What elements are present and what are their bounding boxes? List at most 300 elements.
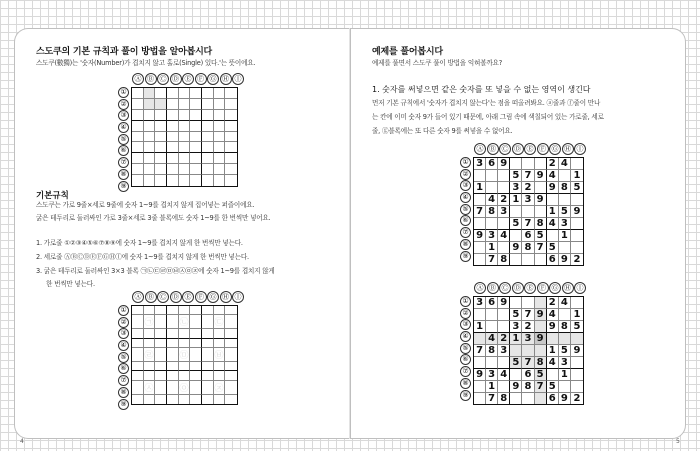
grid-cell: 9 xyxy=(510,242,522,254)
grid-cell: 9 xyxy=(498,297,510,309)
grid-cell xyxy=(547,369,559,381)
grid-cell xyxy=(571,218,583,230)
grid-cell xyxy=(498,242,510,254)
grid-cell xyxy=(214,132,226,143)
grid-cell xyxy=(225,175,237,186)
row-label: ① xyxy=(460,157,471,168)
grid-cell: 7 xyxy=(535,381,547,393)
row-label: ① xyxy=(460,296,471,307)
grid-cell: 2 xyxy=(498,333,510,345)
grid-cell xyxy=(179,110,191,121)
grid-cell xyxy=(167,381,179,395)
grid-cell xyxy=(535,182,547,194)
grid-cell: 2 xyxy=(522,182,534,194)
row-label: ⑥ xyxy=(460,354,471,365)
row-label: ③ xyxy=(460,319,471,330)
row-label: ⑧ xyxy=(118,387,129,398)
grid-cell xyxy=(155,329,167,338)
grid-cell: 3 xyxy=(522,194,534,206)
grid-cell xyxy=(547,230,559,242)
row-label: ③ xyxy=(118,110,129,121)
grid-cell: 9 xyxy=(571,345,583,357)
grid-cell xyxy=(510,206,522,218)
grid-cell xyxy=(132,99,144,110)
grid-cell xyxy=(179,175,191,186)
grid-cell xyxy=(167,362,179,371)
grid-cell xyxy=(190,306,202,315)
grid-cell xyxy=(474,309,486,321)
column-label: Ⓓ xyxy=(170,291,182,303)
grid-cell xyxy=(225,164,237,175)
grid-cell xyxy=(167,142,179,153)
grid-cell: 4 xyxy=(547,170,559,182)
grid-cell xyxy=(155,110,167,121)
grid-cell xyxy=(155,306,167,315)
grid-cell: 1 xyxy=(486,381,498,393)
grid-cell xyxy=(132,348,144,362)
column-labels xyxy=(474,143,587,155)
numbered-rule-2: 2. 세로줄 ⒶⒷⒸⒹⒺⒻⒼⒽⒾ에 숫자 1~9를 겹치지 않게 한 번씩만 넣는다. xyxy=(36,253,249,261)
grid-cell: 4 xyxy=(486,194,498,206)
grid-cell xyxy=(179,88,191,99)
grid-cell xyxy=(522,297,534,309)
grid-cell: 1 xyxy=(510,333,522,345)
grid-cell xyxy=(225,153,237,164)
grid-cell xyxy=(202,110,214,121)
row-label: ⑦ xyxy=(118,157,129,168)
grid-cell xyxy=(190,142,202,153)
grid-cell xyxy=(486,170,498,182)
grid-cell xyxy=(190,362,202,371)
grid-cell xyxy=(474,242,486,254)
column-label: Ⓑ xyxy=(145,73,157,85)
grid-cell xyxy=(474,218,486,230)
row-label: ⑥ xyxy=(118,145,129,156)
grid-cell xyxy=(214,395,226,404)
grid-cell xyxy=(202,164,214,175)
grid-cell xyxy=(214,175,226,186)
grid-cell xyxy=(202,175,214,186)
grid-cell xyxy=(190,175,202,186)
grid-cell xyxy=(535,321,547,333)
body-line-1: 먼저 기본 규칙에서 '숫자가 겹치지 않는다'는 점을 떠올려봐요. ⓐ줄과 ⓕ줄이 만나 xyxy=(372,99,601,107)
section-heading: 1. 숫자를 써넣으면 같은 숫자를 또 넣을 수 없는 영역이 생긴다 xyxy=(372,85,591,94)
grid-cell: 7 xyxy=(486,254,498,265)
grid-cell xyxy=(132,88,144,99)
grid-cell xyxy=(144,306,156,315)
grid-cell: 1 xyxy=(571,170,583,182)
grid-cell xyxy=(498,218,510,230)
grid-cell xyxy=(225,132,237,143)
grid-cell: 8 xyxy=(498,393,510,404)
grid-cell xyxy=(167,153,179,164)
grid-cell: 7 xyxy=(522,218,534,230)
row-label: ⑦ xyxy=(460,366,471,377)
grid-cell xyxy=(214,306,226,315)
rule-text-1: 스도쿠는 가로 9줄×세로 9줄에 숫자 1~9를 겹치지 않게 집어넣는 퍼즐이에요. xyxy=(36,201,255,209)
grid-cell xyxy=(510,393,522,404)
row-label: ⑨ xyxy=(118,399,129,410)
grid-cell xyxy=(144,329,156,338)
grid-cell xyxy=(510,369,522,381)
column-label: Ⓐ xyxy=(132,291,144,303)
column-label: Ⓐ xyxy=(474,143,486,155)
block-label: ㉣ xyxy=(144,348,156,362)
row-labels xyxy=(118,305,129,410)
grid-cell xyxy=(522,206,534,218)
grid-cell xyxy=(132,339,144,348)
grid-cell: 2 xyxy=(547,158,559,170)
grid-cell xyxy=(132,306,144,315)
grid-cell: 4 xyxy=(559,297,571,309)
grid-cell xyxy=(155,142,167,153)
grid-cell xyxy=(202,142,214,153)
column-label: Ⓕ xyxy=(195,291,207,303)
grid-cell: 9 xyxy=(474,369,486,381)
grid-cell xyxy=(571,158,583,170)
grid-cell xyxy=(510,158,522,170)
grid-cell: 9 xyxy=(498,158,510,170)
row-label: ⑤ xyxy=(460,204,471,215)
grid-cell xyxy=(179,362,191,371)
grid-cell xyxy=(155,153,167,164)
block-label: ㉦ xyxy=(144,381,156,395)
column-label: Ⓖ xyxy=(549,143,561,155)
grid-cell xyxy=(155,362,167,371)
column-label: Ⓕ xyxy=(537,282,549,294)
grid-cell: 8 xyxy=(522,242,534,254)
grid-cell: 5 xyxy=(559,206,571,218)
grid-cell xyxy=(190,164,202,175)
grid-cell: 9 xyxy=(535,170,547,182)
left-page-number: 4 xyxy=(20,438,24,445)
grid-cell xyxy=(132,381,144,395)
grid-cell xyxy=(202,132,214,143)
grid-cell: 8 xyxy=(559,182,571,194)
grid-cell xyxy=(155,315,167,329)
column-label: Ⓖ xyxy=(207,73,219,85)
grid-cell xyxy=(225,395,237,404)
block-label-grid xyxy=(131,305,238,405)
grid-cell xyxy=(144,175,156,186)
numbered-rule-3: 3. 굵은 테두리로 둘러싸인 3×3 블록 ㉠㉡㉢㉣㉤㉥㉦㉧㉨에 숫자 1~9를 겹치지 않게 xyxy=(36,267,275,275)
grid-cell xyxy=(179,153,191,164)
grid-cell xyxy=(132,132,144,143)
row-label: ⑥ xyxy=(460,215,471,226)
grid-cell: 5 xyxy=(510,170,522,182)
row-label: ② xyxy=(118,99,129,110)
column-label: Ⓐ xyxy=(132,73,144,85)
block-label: ㉡ xyxy=(179,315,191,329)
grid-cell xyxy=(214,329,226,338)
grid-cell xyxy=(190,99,202,110)
grid-cell xyxy=(547,333,559,345)
row-label: ③ xyxy=(460,180,471,191)
grid-cell xyxy=(547,194,559,206)
row-label: ⑤ xyxy=(460,343,471,354)
column-label: Ⓔ xyxy=(182,73,194,85)
body-line-3: 줄, ⓖ블록에는 또 다른 숫자 9를 써넣을 수 없어요. xyxy=(372,127,513,135)
grid-cell xyxy=(202,306,214,315)
row-label: ④ xyxy=(118,122,129,133)
grid-cell: 4 xyxy=(498,230,510,242)
grid-cell xyxy=(144,395,156,404)
grid-cell xyxy=(571,369,583,381)
grid-cell xyxy=(202,121,214,132)
rule-text-2: 굵은 테두리로 둘러싸인 가로 3줄×세로 3줄 블록에도 숫자 1~9를 한 번씩만 넣어요. xyxy=(36,214,271,222)
grid-cell: 5 xyxy=(510,357,522,369)
basic-rules-heading: 기본규칙 xyxy=(36,191,69,201)
grid-cell xyxy=(486,218,498,230)
grid-cell xyxy=(190,371,202,380)
grid-cell xyxy=(167,339,179,348)
column-label: Ⓕ xyxy=(537,143,549,155)
sudoku-puzzle-grid xyxy=(473,157,584,266)
grid-cell xyxy=(559,333,571,345)
grid-cell xyxy=(214,362,226,371)
grid-cell xyxy=(179,121,191,132)
row-label: ① xyxy=(118,305,129,316)
grid-cell: 1 xyxy=(486,242,498,254)
column-label: Ⓓ xyxy=(512,143,524,155)
grid-cell xyxy=(202,371,214,380)
grid-cell xyxy=(167,329,179,338)
grid-cell xyxy=(132,164,144,175)
grid-cell: 3 xyxy=(559,218,571,230)
block-label: ㉢ xyxy=(214,315,226,329)
right-title: 예제를 풀어봅시다 xyxy=(372,47,443,57)
grid-cell xyxy=(571,333,583,345)
grid-cell xyxy=(571,242,583,254)
grid-cell: 3 xyxy=(498,206,510,218)
grid-cell xyxy=(559,381,571,393)
grid-cell: 4 xyxy=(559,158,571,170)
grid-cell xyxy=(559,242,571,254)
grid-cell xyxy=(225,315,237,329)
grid-cell xyxy=(167,132,179,143)
row-labels xyxy=(460,296,471,401)
row-label: ③ xyxy=(118,328,129,339)
grid-cell xyxy=(155,371,167,380)
grid-cell: 6 xyxy=(522,230,534,242)
grid-cell: 5 xyxy=(535,369,547,381)
grid-cell: 8 xyxy=(535,357,547,369)
grid-cell: 3 xyxy=(559,357,571,369)
grid-cell xyxy=(144,164,156,175)
grid-cell: 6 xyxy=(547,254,559,265)
grid-cell: 1 xyxy=(474,182,486,194)
grid-cell xyxy=(522,345,534,357)
grid-cell xyxy=(225,88,237,99)
grid-cell xyxy=(225,121,237,132)
grid-cell xyxy=(167,164,179,175)
body-line-2: 는 칸에 이미 숫자 9가 들어 있기 때문에, 아래 그림 속에 색칠되어 있는 가로줄, 세로 xyxy=(372,113,604,121)
row-label: ⑤ xyxy=(118,352,129,363)
numbered-rule-1: 1. 가로줄 ①②③④⑤⑥⑦⑧⑨에 숫자 1~9를 겹치지 않게 한 번씩만 넣는다. xyxy=(36,239,243,247)
grid-cell xyxy=(155,175,167,186)
grid-cell xyxy=(225,339,237,348)
column-labels xyxy=(474,282,587,294)
grid-cell xyxy=(559,194,571,206)
grid-cell: 8 xyxy=(498,254,510,265)
row-label: ⑧ xyxy=(118,169,129,180)
right-intro: 예제를 풀면서 스도쿠 풀이 방법을 익혀볼까요? xyxy=(372,59,503,67)
grid-cell xyxy=(202,153,214,164)
grid-cell xyxy=(179,142,191,153)
row-label: ④ xyxy=(460,331,471,342)
row-label: ① xyxy=(118,87,129,98)
grid-cell: 1 xyxy=(510,194,522,206)
grid-cell: 3 xyxy=(522,333,534,345)
grid-cell xyxy=(155,121,167,132)
grid-cell xyxy=(132,315,144,329)
grid-cell xyxy=(535,297,547,309)
grid-cell: 2 xyxy=(573,254,581,265)
grid-cell xyxy=(167,110,179,121)
row-label: ⑦ xyxy=(118,375,129,386)
grid-cell: 5 xyxy=(535,230,547,242)
grid-cell: 3 xyxy=(486,369,498,381)
block-label: ㉠ xyxy=(144,315,156,329)
grid-cell: 5 xyxy=(510,309,522,321)
grid-cell: 2 xyxy=(498,194,510,206)
grid-cell xyxy=(202,395,214,404)
grid-cell xyxy=(155,395,167,404)
row-label: ② xyxy=(118,317,129,328)
block-label: ㉥ xyxy=(214,348,226,362)
grid-cell xyxy=(179,132,191,143)
grid-cell xyxy=(132,110,144,121)
grid-cell: 7 xyxy=(486,393,498,404)
row-label: ⑤ xyxy=(118,134,129,145)
grid-cell xyxy=(202,315,214,329)
grid-cell xyxy=(571,230,583,242)
grid-cell: 5 xyxy=(571,182,583,194)
column-labels xyxy=(132,291,245,303)
grid-cell xyxy=(202,99,214,110)
grid-cell: 3 xyxy=(510,321,522,333)
row-labels xyxy=(460,157,471,262)
grid-cell: 6 xyxy=(547,393,559,404)
grid-cell: 6 xyxy=(486,158,498,170)
left-intro: 스도쿠(數獨)는 '숫자(Number)가 겹치지 않고 홀로(Single) 있다.'는 뜻이에요. xyxy=(36,59,256,67)
row-labels xyxy=(118,87,129,192)
column-label: Ⓕ xyxy=(195,73,207,85)
grid-cell xyxy=(535,206,547,218)
grid-cell xyxy=(144,132,156,143)
blank-sudoku-grid xyxy=(131,87,238,187)
grid-cell xyxy=(571,357,583,369)
grid-cell xyxy=(190,315,202,329)
grid-cell xyxy=(155,348,167,362)
grid-cell xyxy=(190,110,202,121)
column-label: Ⓘ xyxy=(232,291,244,303)
grid-cell xyxy=(190,395,202,404)
column-label: Ⓒ xyxy=(157,73,169,85)
grid-cell xyxy=(225,371,237,380)
grid-cell: 3 xyxy=(486,230,498,242)
grid-cell xyxy=(474,381,486,393)
grid-cell: 7 xyxy=(522,309,534,321)
grid-cell xyxy=(571,381,583,393)
grid-cell xyxy=(559,170,571,182)
column-label: Ⓓ xyxy=(170,73,182,85)
column-label: Ⓑ xyxy=(145,291,157,303)
grid-cell: 3 xyxy=(510,182,522,194)
grid-cell xyxy=(132,371,144,380)
grid-cell: 8 xyxy=(535,218,547,230)
grid-cell xyxy=(202,362,214,371)
grid-cell xyxy=(167,306,179,315)
column-label: Ⓗ xyxy=(562,282,574,294)
grid-cell xyxy=(486,182,498,194)
column-label: Ⓐ xyxy=(474,282,486,294)
column-label: Ⓗ xyxy=(562,143,574,155)
column-label: Ⓒ xyxy=(499,282,511,294)
grid-cell xyxy=(535,254,547,265)
column-label: Ⓘ xyxy=(574,282,586,294)
grid-cell xyxy=(202,348,214,362)
grid-cell xyxy=(144,121,156,132)
row-label: ⑨ xyxy=(460,251,471,262)
grid-cell xyxy=(190,153,202,164)
grid-cell xyxy=(474,170,486,182)
grid-cell xyxy=(486,309,498,321)
grid-cell: 7 xyxy=(522,357,534,369)
grid-cell: 7 xyxy=(522,170,534,182)
grid-cell xyxy=(498,170,510,182)
grid-cell: 9 xyxy=(559,393,571,404)
grid-cell: 4 xyxy=(547,357,559,369)
column-label: Ⓒ xyxy=(157,291,169,303)
book-spine xyxy=(349,28,350,439)
grid-cell xyxy=(225,362,237,371)
row-label: ④ xyxy=(460,192,471,203)
grid-cell xyxy=(144,142,156,153)
grid-cell xyxy=(474,194,486,206)
grid-cell: 1 xyxy=(571,309,583,321)
grid-cell: 5 xyxy=(571,321,583,333)
grid-cell xyxy=(510,345,522,357)
row-label: ⑦ xyxy=(460,227,471,238)
block-label: ㉧ xyxy=(179,381,191,395)
column-label: Ⓔ xyxy=(182,291,194,303)
grid-cell: 9 xyxy=(547,182,559,194)
grid-cell xyxy=(144,110,156,121)
grid-cell: 3 xyxy=(474,158,486,170)
block-label: ㉨ xyxy=(214,381,226,395)
grid-cell: 5 xyxy=(547,381,559,393)
grid-cell: 9 xyxy=(535,333,547,345)
row-label: ② xyxy=(460,169,471,180)
grid-cell xyxy=(474,333,486,345)
column-label: Ⓔ xyxy=(524,282,536,294)
grid-cell xyxy=(190,348,202,362)
column-label: Ⓔ xyxy=(524,143,536,155)
row-label: ② xyxy=(460,308,471,319)
numbered-rule-3-cont: 한 번씩만 넣는다. xyxy=(46,280,95,288)
grid-cell: 9 xyxy=(559,254,571,265)
column-label: Ⓗ xyxy=(220,291,232,303)
grid-cell xyxy=(510,254,522,265)
column-label: Ⓗ xyxy=(220,73,232,85)
grid-cell xyxy=(522,158,534,170)
grid-cell xyxy=(132,142,144,153)
grid-cell xyxy=(225,348,237,362)
grid-cell xyxy=(155,132,167,143)
grid-cell xyxy=(214,110,226,121)
grid-cell xyxy=(522,393,534,404)
